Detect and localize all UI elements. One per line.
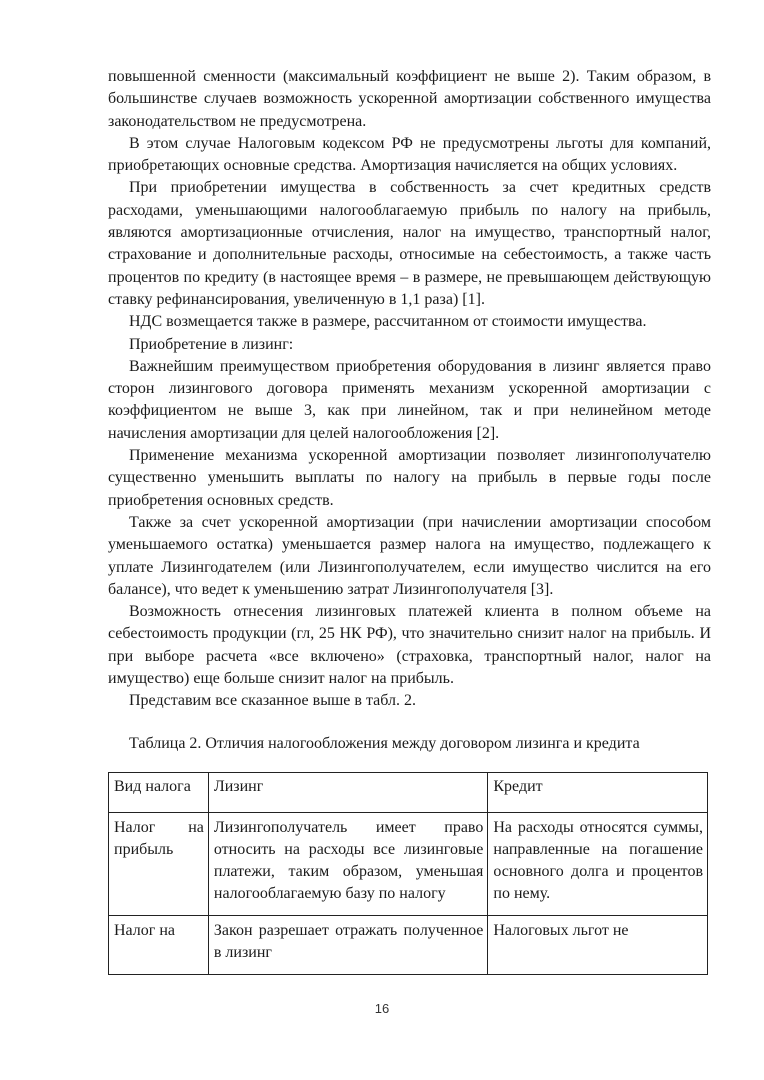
tax-comparison-table [108, 772, 708, 975]
header-cell-leasing: Лизинг [208, 772, 488, 812]
table-header-row [109, 772, 708, 812]
paragraph: При приобретении имущества в собственность за счет кредитных средств расходами, уменьшающими налогооблагаемую прибыль по налогу на прибыль, являются амортизационные отчисления, налог на имущество, транспортный налог, страхование и дополнительные расходы, относимые на себестоимость, а также часть процентов по кредиту (в настоящее время – в размере, не превышающем действующую ставку рефинансирования, увеличенную в 1,1 раза) [1]. [108, 179, 711, 308]
table-cell: На расходы относятся суммы, направленные на погашение основного долга и процентов по нему. [488, 812, 708, 915]
document-page [108, 66, 711, 975]
paragraph: Представим все сказанное выше в табл. 2. [129, 692, 416, 710]
table-cell [488, 915, 708, 974]
header-cell-tax-type: Вид налога [109, 772, 209, 812]
paragraph: Возможность отнесения лизинговых платежей клиента в полном объеме на себестоимость продукции (гл, 25 НК РФ), что значительно снизит налог на прибыль. И при выборе расчета «все включено» (страховка, транспортный налог, налог на имущество) еще больше снизит налог на прибыль. [108, 603, 711, 688]
table-cell-text: Закон разрешает отражать полученное в лизинг [213, 921, 484, 961]
paragraph: В этом случае Налоговым кодексом РФ не предусмотрены льготы для компаний, приобретающих основные средства. Амортизация начисляется на общих условиях. [108, 134, 711, 175]
table-row [109, 915, 708, 974]
table-cell: Налог на прибыль [109, 812, 209, 915]
paragraph: повышенной сменности (максимальный коэффициент не выше 2). Таким образом, в большинстве случаев возможность ускоренной амортизации собственного имущества законодательством не предусмотрена. [108, 68, 711, 130]
table-cell-text: Налоговых льгот не [493, 921, 629, 939]
table-cell [208, 915, 488, 974]
table-cell [109, 915, 209, 974]
paragraph: НДС возмещается также в размере, рассчитанном от стоимости имущества. [129, 313, 647, 331]
paragraph: Важнейшим преимуществом приобретения оборудования в лизинг является право сторон лизингового договора применять механизм ускоренной амортизации с коэффициентом не выше 3, как при линейном, так и при нелинейном методе начисления амортизации для целей налогообложения [2]. [108, 357, 711, 442]
paragraph: Приобретение в лизинг: [129, 335, 294, 353]
table-cell: Лизингополучатель имеет право относить на расходы все лизинговые платежи, таким образом, уменьшая налогооблагаемую базу по налогу [208, 812, 488, 915]
table-caption: Таблица 2. Отличия налогообложения между договором лизинга и кредита [129, 734, 640, 752]
table-row [109, 812, 708, 915]
table-cell-text: Налог на [114, 921, 176, 939]
header-cell-credit: Кредит [488, 772, 708, 812]
page-number: 16 [374, 1001, 390, 1016]
paragraph: Применение механизма ускоренной амортизации позволяет лизингополучателю существенно уменьшить выплаты по налогу на прибыль в первые годы после приобретения основных средств. [108, 447, 711, 509]
paragraph: Также за счет ускоренной амортизации (при начислении амортизации способом уменьшаемого остатка) уменьшается размер налога на имущество, подлежащего к уплате Лизингодателем (или Лизингополучателем, если имущество числится на его балансе), что ведет к уменьшению затрат Лизингополучателя [3]. [108, 513, 711, 598]
